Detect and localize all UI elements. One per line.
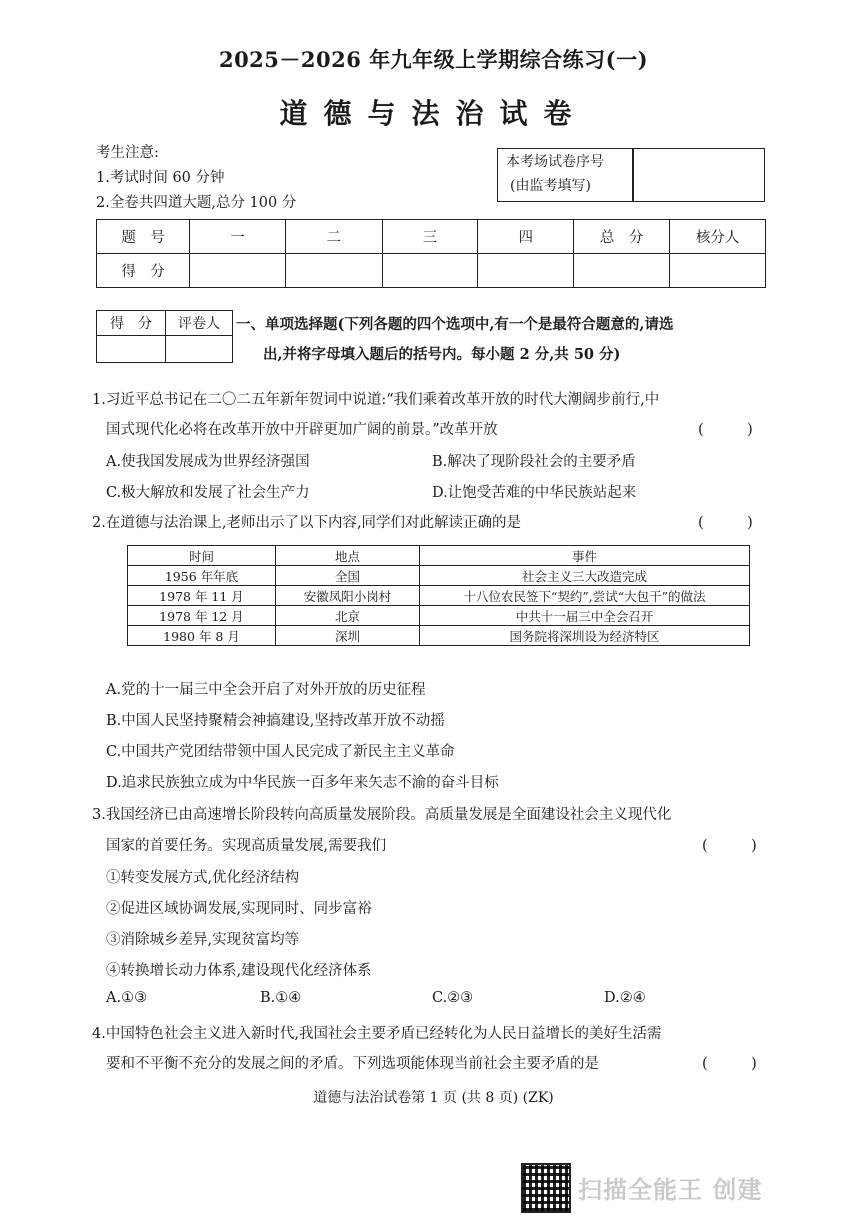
grader-score-label: 得 分 [97, 311, 166, 336]
score-header-cell: 总 分 [574, 220, 670, 254]
score-cell[interactable] [190, 254, 286, 288]
q3-answer-bracket[interactable]: ( ) [702, 838, 757, 854]
event-time: 1956 年年底 [128, 566, 276, 586]
event-time: 1978 年 11 月 [128, 586, 276, 606]
section1-grader-table [96, 310, 233, 363]
page-footer: 道德与法治试卷第 1 页 (共 8 页) (ZK) [313, 1090, 554, 1106]
section1-heading-line2: 出,并将字母填入题后的括号内。每小题 2 分,共 50 分) [263, 346, 621, 363]
event-desc: 中共十一届三中全会召开 [420, 606, 750, 626]
q3-statement-1: ①转变发展方式,优化经济结构 [106, 870, 300, 886]
q3-statement-2: ②促进区域协调发展,实现同时、同步富裕 [106, 901, 372, 917]
event-desc: 十八位农民签下“契约”,尝试“大包干”的做法 [420, 586, 750, 606]
event-desc: 社会主义三大改造完成 [420, 566, 750, 586]
events-col-time: 时间 [128, 546, 276, 566]
q4-answer-bracket[interactable]: ( ) [702, 1056, 757, 1072]
table-row [128, 626, 750, 646]
q1-option-c[interactable]: C.极大解放和发展了社会生产力 [106, 485, 310, 501]
score-header-cell: 核分人 [670, 220, 766, 254]
seat-number-field[interactable] [635, 150, 761, 199]
history-events-table [127, 545, 750, 646]
q3-option-c[interactable]: C.②③ [432, 990, 474, 1006]
section1-heading-line1: 一、单项选择题(下列各题的四个选项中,有一个是最符合题意的,请选 [236, 316, 674, 333]
exam-title: 2025－2026 年九年级上学期综合练习(一) [218, 47, 649, 72]
score-header-cell: 三 [382, 220, 478, 254]
events-col-event: 事件 [420, 546, 750, 566]
q3-stem-line1: 3.我国经济已由高速增长阶段转向高质量发展阶段。高质量发展是全面建设社会主义现代化 [92, 807, 672, 823]
event-place: 安徽凤阳小岗村 [276, 586, 420, 606]
grader-name-cell[interactable] [166, 336, 233, 363]
q3-statement-4: ④转换增长动力体系,建设现代化经济体系 [106, 963, 372, 979]
q1-option-d[interactable]: D.让饱受苦难的中华民族站起来 [432, 485, 637, 501]
table-row [128, 566, 750, 586]
q3-option-b[interactable]: B.①④ [260, 990, 302, 1006]
seat-box-note: (由监考填写) [510, 178, 591, 194]
q2-option-b[interactable]: B.中国人民坚持聚精会神搞建设,坚持改革开放不动摇 [106, 713, 445, 729]
score-cell[interactable] [670, 254, 766, 288]
q1-option-a[interactable]: A.使我国发展成为世界经济强国 [106, 454, 310, 470]
score-cell[interactable] [574, 254, 670, 288]
score-table-header-row [97, 220, 766, 254]
score-row-label: 得 分 [97, 254, 190, 288]
q3-option-a[interactable]: A.①③ [106, 990, 148, 1006]
score-cell[interactable] [382, 254, 478, 288]
q2-option-d[interactable]: D.追求民族独立成为中华民族一百多年来矢志不渝的奋斗目标 [106, 775, 499, 791]
notice-item-2: 2.全卷共四道大题,总分 100 分 [96, 195, 297, 211]
q3-statement-3: ③消除城乡差异,实现贫富均等 [106, 932, 300, 948]
table-row [128, 586, 750, 606]
exam-subject-title: 道德与法治试卷 [279, 97, 588, 130]
score-cell[interactable] [285, 254, 382, 288]
event-place: 深圳 [276, 626, 420, 646]
table-row [128, 606, 750, 626]
score-table-score-row [97, 254, 766, 288]
notice-heading: 考生注意: [96, 145, 159, 161]
q4-stem-line1: 4.中国特色社会主义进入新时代,我国社会主要矛盾已经转化为人民日益增长的美好生活需 [92, 1026, 662, 1042]
notice-item-1: 1.考试时间 60 分钟 [96, 170, 225, 186]
q1-option-b[interactable]: B.解决了现阶段社会的主要矛盾 [432, 454, 636, 470]
score-table [96, 219, 766, 288]
seat-number-box [497, 148, 765, 202]
q3-option-d[interactable]: D.②④ [604, 990, 646, 1006]
score-header-cell: 题 号 [97, 220, 190, 254]
events-col-place: 地点 [276, 546, 420, 566]
q2-answer-bracket[interactable]: ( ) [698, 515, 753, 531]
q4-stem-line2: 要和不平衡不充分的发展之间的矛盾。下列选项能体现当前社会主要矛盾的是 [106, 1056, 599, 1072]
q3-stem-line2: 国家的首要任务。实现高质量发展,需要我们 [106, 838, 387, 854]
qr-code-icon [521, 1163, 571, 1213]
event-place: 北京 [276, 606, 420, 626]
q1-answer-bracket[interactable]: ( ) [698, 422, 753, 438]
score-header-cell: 二 [285, 220, 382, 254]
score-header-cell: 四 [478, 220, 574, 254]
grader-name-label: 评卷人 [166, 311, 233, 336]
event-time: 1980 年 8 月 [128, 626, 276, 646]
score-cell[interactable] [478, 254, 574, 288]
seat-box-divider [632, 149, 634, 201]
q1-stem-line2: 国式现代化必将在改革开放中开辟更加广阔的前景。”改革开放 [106, 422, 498, 438]
event-desc: 国务院将深圳设为经济特区 [420, 626, 750, 646]
event-time: 1978 年 12 月 [128, 606, 276, 626]
seat-box-label: 本考场试卷序号 [506, 154, 604, 170]
q2-option-c[interactable]: C.中国共产党团结带领中国人民完成了新民主主义革命 [106, 744, 455, 760]
events-table-header [128, 546, 750, 566]
q2-option-a[interactable]: A.党的十一届三中全会开启了对外开放的历史征程 [106, 682, 426, 698]
q1-stem-line1: 1.习近平总书记在二〇二五年新年贺词中说道:“我们乘着改革开放的时代大潮阔步前行,中 [92, 392, 660, 408]
scanner-watermark: 扫描全能王 创建 [578, 1176, 763, 1204]
q2-stem: 2.在道德与法治课上,老师出示了以下内容,同学们对此解读正确的是 [92, 515, 522, 531]
grader-score-cell[interactable] [97, 336, 166, 363]
score-header-cell: 一 [190, 220, 286, 254]
event-place: 全国 [276, 566, 420, 586]
